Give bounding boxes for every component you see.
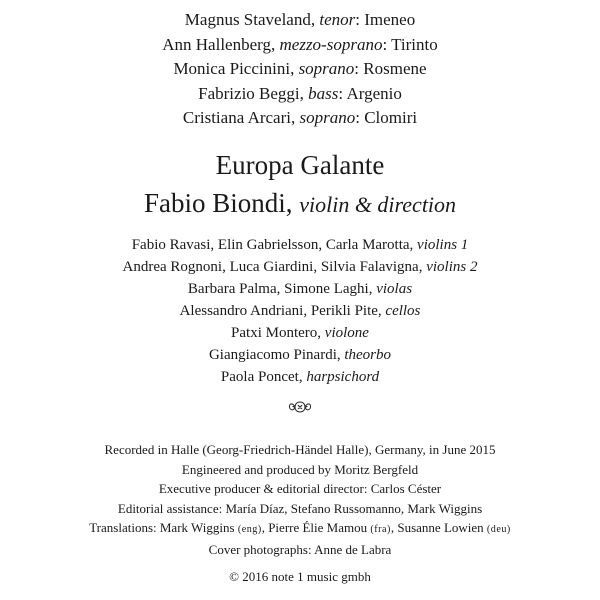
credit-engineered: Engineered and produced by Moritz Bergfeld [181, 461, 419, 477]
cast-list [0, 8, 600, 131]
ornament-divider [0, 400, 600, 414]
cast-line: Ann Hallenberg, mezzo-soprano: Tirinto [162, 34, 438, 54]
player-line: Andrea Rognoni, Luca Giardini, Silvia Falavigna, violins 2 [122, 259, 478, 275]
credit-recorded: Recorded in Halle (Georg-Friedrich-Händel Halle), Germany, in June 2015 [104, 442, 496, 457]
player-line: Paola Poncet, harpsichord [220, 369, 380, 385]
credit-executive: Executive producer & editorial director: Carlos Céster [158, 481, 442, 496]
player-line: Alessandro Andriani, Perikli Pite, cellos [179, 303, 421, 319]
director-name: Fabio Biondi [143, 188, 286, 218]
ensemble-name: Europa Galante [215, 150, 385, 180]
credit-translations: Translations: Mark Wiggins (eng), Pierre Élie Mamou (fra), Susanne Lowien (deu) [89, 520, 511, 535]
players-list [0, 234, 600, 388]
credits-block [0, 440, 600, 559]
cast-line: Fabrizio Beggi, bass: Argenio [198, 83, 402, 103]
credit-photographs: Cover photographs: Anne de Labra [208, 541, 392, 557]
player-line: Giangiacomo Pinardi, theorbo [208, 347, 392, 363]
player-line: Barbara Palma, Simone Laghi, violas [187, 281, 413, 297]
cast-line: Monica Piccinini, soprano: Rosmene [173, 59, 427, 78]
director-line: Fabio Biondi, violin & direction [143, 188, 457, 218]
ensemble-heading [0, 146, 600, 224]
player-line: Fabio Ravasi, Elin Gabrielsson, Carla Marotta, violins 1 [131, 237, 469, 253]
player-line: Patxi Montero, violone [231, 325, 369, 341]
copyright-notice: © 2016 note 1 music gmbh [229, 569, 371, 584]
cast-line: Cristiana Arcari, soprano: Clomiri [182, 108, 418, 127]
cast-line: Magnus Staveland, tenor: Imeneo [184, 10, 416, 29]
director-role: violin & direction [299, 192, 457, 217]
flourish-ornament-icon [288, 400, 312, 414]
credit-editorial: Editorial assistance: María Díaz, Stefano Russomanno, Mark Wiggins [117, 500, 483, 516]
